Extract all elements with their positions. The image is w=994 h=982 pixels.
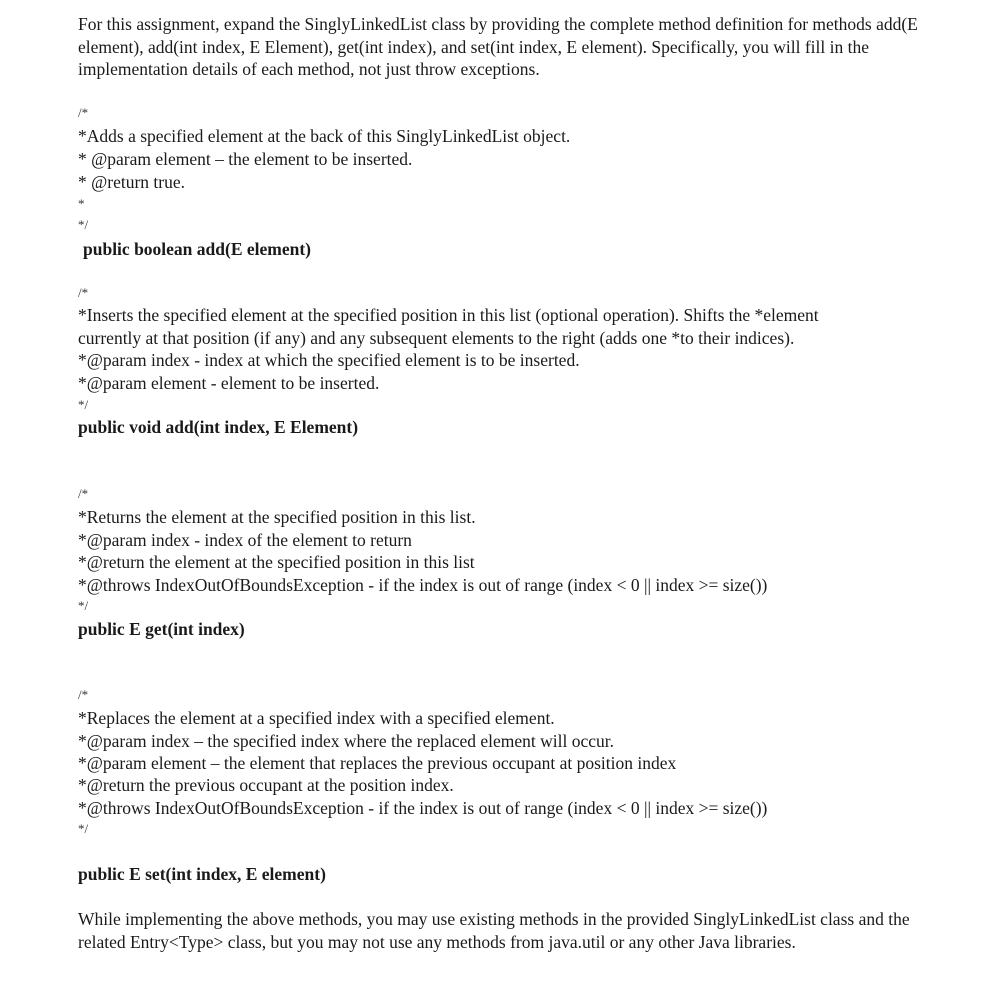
comment-line: *@param index - index of the element to return: [78, 530, 412, 550]
comment-line: *@return the previous occupant at the position index.: [78, 775, 454, 795]
method-signature-add: public boolean add(E element): [83, 239, 312, 259]
comment-open: /*: [78, 687, 89, 702]
comment-line: *@param index - index at which the specified element is to be inserted.: [78, 350, 580, 370]
comment-line: * @param element – the element to be inserted.: [78, 149, 413, 169]
comment-line: *@param element - element to be inserted.: [78, 373, 380, 393]
outro-paragraph: While implementing the above methods, you may use existing methods in the provided SinglyLinkedList class and the related Entry<Type> class, but you may not use any methods from java.util or any other Java libraries.: [78, 909, 910, 952]
method-signature-get: public E get(int index): [78, 619, 245, 639]
comment-line: *Inserts the specified element at the specified position in this list (optional operation). Shifts the *element: [78, 305, 819, 325]
comment-close: */: [78, 397, 89, 412]
comment-line: *: [78, 196, 85, 211]
comment-line: currently at that position (if any) and any subsequent elements to the right (adds one *to their indices).: [78, 328, 795, 348]
comment-close: */: [78, 217, 89, 232]
comment-line: *@throws IndexOutOfBoundsException - if the index is out of range (index < 0 || index >= size()): [78, 798, 768, 818]
comment-line: *@return the element at the specified position in this list: [78, 552, 475, 572]
comment-open: /*: [78, 105, 89, 120]
comment-line: *Returns the element at the specified position in this list.: [78, 507, 476, 527]
method-signature-add-index: public void add(int index, E Element): [78, 417, 359, 437]
comment-line: *@param index – the specified index where the replaced element will occur.: [78, 731, 615, 751]
comment-close: */: [78, 821, 89, 836]
comment-line: *@throws IndexOutOfBoundsException - if the index is out of range (index < 0 || index >= size()): [78, 575, 768, 595]
comment-open: /*: [78, 486, 89, 501]
comment-close: */: [78, 598, 89, 613]
comment-line: *@param element – the element that replaces the previous occupant at position index: [78, 753, 677, 773]
comment-line: *Replaces the element at a specified index with a specified element.: [78, 708, 555, 728]
comment-line: *Adds a specified element at the back of this SinglyLinkedList object.: [78, 126, 571, 146]
comment-line: * @return true.: [78, 172, 185, 192]
intro-paragraph: For this assignment, expand the SinglyLinkedList class by providing the complete method definition for methods add(E element), add(int index, E Element), get(int index), and set(int index, E element). Specifically, you will fill in the implementation details of each method, not just throw exceptions.: [78, 14, 918, 79]
comment-open: /*: [78, 285, 89, 300]
method-signature-set: public E set(int index, E element): [78, 864, 326, 884]
